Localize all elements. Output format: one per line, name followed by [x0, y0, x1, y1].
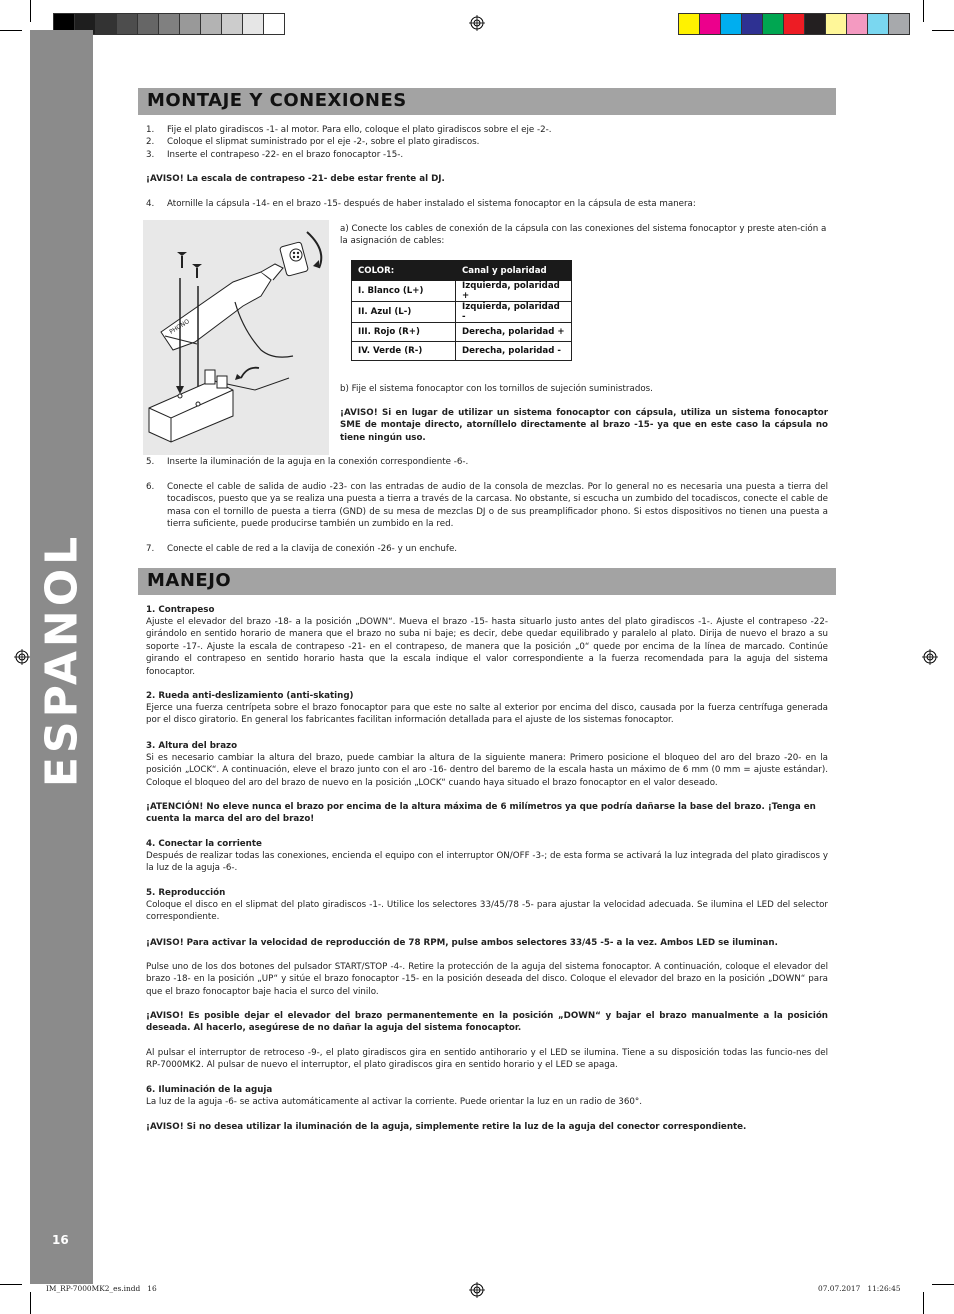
language-label: ESPANOL [36, 532, 87, 788]
color-swatch [96, 14, 117, 34]
table-cell: III. Rojo (R+) [352, 323, 456, 342]
color-swatch [868, 14, 889, 34]
color-swatch [784, 14, 805, 34]
crop-mark [0, 1284, 22, 1285]
footer-file-name: IM_RP-7000MK2_es.indd 16 [46, 1284, 157, 1293]
process-color-bar [678, 13, 910, 35]
registration-mark-icon [922, 649, 938, 665]
paragraph: La luz de la aguja -6- se activa automáticamente al activar la corriente. Puede orientar la luz en un radio de 360°. [146, 1097, 642, 1107]
registration-mark-icon [14, 649, 30, 665]
paragraph: Coloque el disco en el slipmat del plato giradiscos -1-. Utilice los selectores 33/45/78 -5- para ajustar la velocidad adecuada. Se ilumina el LED del selector correspondiente. [146, 900, 828, 923]
crop-mark [30, 1292, 31, 1314]
color-swatch [201, 14, 222, 34]
headshell-cartridge-illustration [143, 220, 329, 455]
table-header: COLOR: [352, 261, 456, 281]
table-cell: Derecha, polaridad - [456, 342, 572, 361]
color-swatch [847, 14, 868, 34]
page-number: 16 [52, 1233, 69, 1247]
crop-mark [923, 0, 924, 22]
table-cell: I. Blanco (L+) [352, 281, 456, 302]
color-swatch [117, 14, 138, 34]
paragraph: Ejerce una fuerza centrípeta sobre el brazo fonocaptor para que este no salte al exterior por encima del disco, causada por la fuerza centrífuga generada por el disco giratorio. En general los fabricantes facilitan información detallada para el ajuste de los sistemas fonocaptor. [146, 703, 828, 726]
instruction-b: b) Fije el sistema fonocaptor con los tornillos de sujeción suministrados. [340, 384, 653, 394]
registration-mark-icon [469, 15, 485, 31]
section-header-manejo [138, 568, 836, 595]
warning-text: ¡AVISO! La escala de contrapeso -21- debe estar frente al DJ. [146, 174, 445, 184]
step-7: 7. Conecte el cable de red a la clavija de conexión -26- y un enchufe. [146, 544, 458, 554]
step-5: 5. Inserte la iluminación de la aguja en la conexión correspondiente -6-. [146, 457, 469, 467]
brand-label: PHONO [168, 318, 191, 336]
crop-mark [932, 30, 954, 31]
color-swatch [264, 14, 284, 34]
crop-mark [0, 30, 22, 31]
color-swatch [721, 14, 742, 34]
subheading: 2. Rueda anti-deslizamiento (anti-skating) [146, 691, 354, 701]
table-row [352, 281, 572, 302]
instruction-a: a) Conecte los cables de conexión de la cápsula con las conexiones del sistema fonocaptor y preste aten-ción a la asignación de cables: [340, 224, 827, 247]
section-header-montaje [138, 88, 836, 115]
paragraph: Al pulsar el interruptor de retroceso -9-, el plato giradiscos gira en sentido antihorario y el LED se ilumina. Tiene a su disposición todas las funcio-nes del RP-7000MK2. Al pulsar de nuevo el interruptor, el plato giradiscos gira en sentido horario y el LED se apaga. [146, 1048, 828, 1071]
color-swatch [679, 14, 700, 34]
step-6: 6. Conecte el cable de salida de audio -23- con las entradas de audio de la consola de mezclas. Por lo general no es necesaria una puesta a tierra del tocadiscos, puesto que ya se realiza una puesta a tierra a través de la carcasa. No obstante, si escucha un zumbido del tocadiscos, conecte el cable de masa con el tornillo de puesta a tierra (GND) de su mesa de mezclas DJ o de sus preamplificador phono. Si estos dispositivos no tienen una puesta a tierra suficiente, puede producirse también un zumbido en la red. [146, 482, 828, 530]
table-row [352, 302, 572, 323]
color-swatch [243, 14, 264, 34]
color-swatch [805, 14, 826, 34]
subheading: 6. Iluminación de la aguja [146, 1085, 273, 1095]
table-cell: IV. Verde (R-) [352, 342, 456, 361]
section-title: MANEJO [147, 570, 232, 591]
footer-timestamp: 07.07.2017 11:26:45 [818, 1284, 901, 1293]
table-cell: Izquierda, polaridad + [456, 281, 572, 302]
warning-text: ¡AVISO! Es posible dejar el elevador del brazo permanentemente en la posición „DOWN“ y bajar el brazo manualmente a la posición deseada. Al hacerlo, asegúrese de no dañar la aguja del sistema fonocaptor. [146, 1011, 828, 1034]
color-swatch [826, 14, 847, 34]
color-swatch [180, 14, 201, 34]
attention-text: ¡ATENCIÓN! No eleve nunca el brazo por encima de la altura máxima de 6 milímetros ya que podría dañarse la base del brazo. ¡Tenga en cuenta la marca del aro del brazo! [146, 802, 816, 825]
table-cell: Derecha, polaridad + [456, 323, 572, 342]
color-swatch [700, 14, 721, 34]
list-item: 2. Coloque el slipmat suministrado por el eje -2-, sobre el plato giradiscos. [146, 137, 480, 148]
table-row [352, 323, 572, 342]
section-title: MONTAJE Y CONEXIONES [147, 90, 407, 111]
list-item: 1. Fije el plato giradiscos -1- al motor. Para ello, coloque el plato giradiscos sobre el eje -2-. [146, 125, 552, 135]
subheading: 4. Conectar la corriente [146, 839, 262, 849]
list-item: 3. Inserte el contrapeso -22- en el brazo fonocaptor -15-. [146, 149, 404, 160]
color-swatch [742, 14, 763, 34]
table-header: Canal y polaridad [456, 261, 572, 281]
color-swatch [763, 14, 784, 34]
steps-list [146, 124, 836, 161]
paragraph: Ajuste el elevador del brazo -18- a la posición „DOWN“. Mueva el brazo -15- hasta situarlo justo antes del plato giradiscos -1-. Ajuste el contrapeso -22- girándolo en sentido horario de manera que el brazo no suba ni baje; es decir, debe quedar equilibrado y paralelo al plato. Dirija de nuevo el brazo a su soporte -17-. Ajuste la escala de contrapeso -21- en el contrapeso, de manera que la posición „0“ quede por encima de la línea de marcado. Continúe girando el contrapeso en sentido horario hasta que la escala indique el valor correspondiente a la fuerza recomendada para la aguja del sistema fonocaptor. [146, 617, 828, 677]
paragraph: Si es necesario cambiar la altura del brazo, puede cambiar la altura de la siguiente manera: Primero posicione el bloqueo del aro del brazo -20- en la posición „LOCK“. A continuación, eleve el brazo junto con el aro -16- dentro del baremo de la escala hasta un máximo de 6 mm (0 mm = ajuste estándar). Coloque el bloqueo del aro del brazo de nuevo en la posición „LOCK“ cuando haya situado el brazo fonocaptor en el valor deseado. [146, 753, 828, 788]
subheading: 5. Reproducción [146, 888, 226, 898]
warning-text: ¡AVISO! Para activar la velocidad de reproducción de 78 RPM, pulse ambos selectores 33/45 -5- a la vez. Ambos LED se iluminan. [146, 938, 778, 948]
wire-color-table [351, 260, 572, 361]
table-cell: II. Azul (L-) [352, 302, 456, 323]
step-4: 4. Atornille la cápsula -14- en el brazo -15- después de haber instalado el sistema fonocaptor en la cápsula de esta manera: [146, 199, 696, 209]
subheading: 3. Altura del brazo [146, 741, 238, 751]
warning-text: ¡AVISO! Si no desea utilizar la iluminación de la aguja, simplemente retire la luz de la aguja del conector correspondiente. [146, 1122, 747, 1132]
subheading: 1. Contrapeso [146, 605, 215, 615]
table-cell: Izquierda, polaridad - [456, 302, 572, 323]
color-swatch [889, 14, 909, 34]
registration-mark-icon [469, 1282, 485, 1298]
table-row [352, 342, 572, 361]
crop-mark [923, 1292, 924, 1314]
paragraph: Pulse uno de los dos botones del pulsador START/STOP -4-. Retire la protección de la aguja del sistema fonocaptor. A continuación, coloque el elevador del brazo -18- en la posición „UP“ y sitúe el brazo fonocaptor -15- en la posición deseada del disco. Coloque el elevador del brazo en la posición „DOWN“ para que el brazo fonocaptor baje hacia el surco del vinilo. [146, 962, 828, 997]
color-swatch [138, 14, 159, 34]
color-swatch [159, 14, 180, 34]
crop-mark [932, 1284, 954, 1285]
color-swatch [222, 14, 243, 34]
sme-warning: ¡AVISO! Si en lugar de utilizar un sistema fonocaptor con cápsula, utiliza un sistema fonocaptor SME de montaje directo, atorníllelo directamente al brazo -15- ya que en este caso la cápsula no tiene ningún uso. [340, 408, 828, 443]
paragraph: Después de realizar todas las conexiones, encienda el equipo con el interruptor ON/OFF -3-; de esta forma se activará la luz integrada del plato giradiscos y la luz de la aguja -6-. [146, 851, 828, 874]
crop-mark [30, 0, 31, 22]
